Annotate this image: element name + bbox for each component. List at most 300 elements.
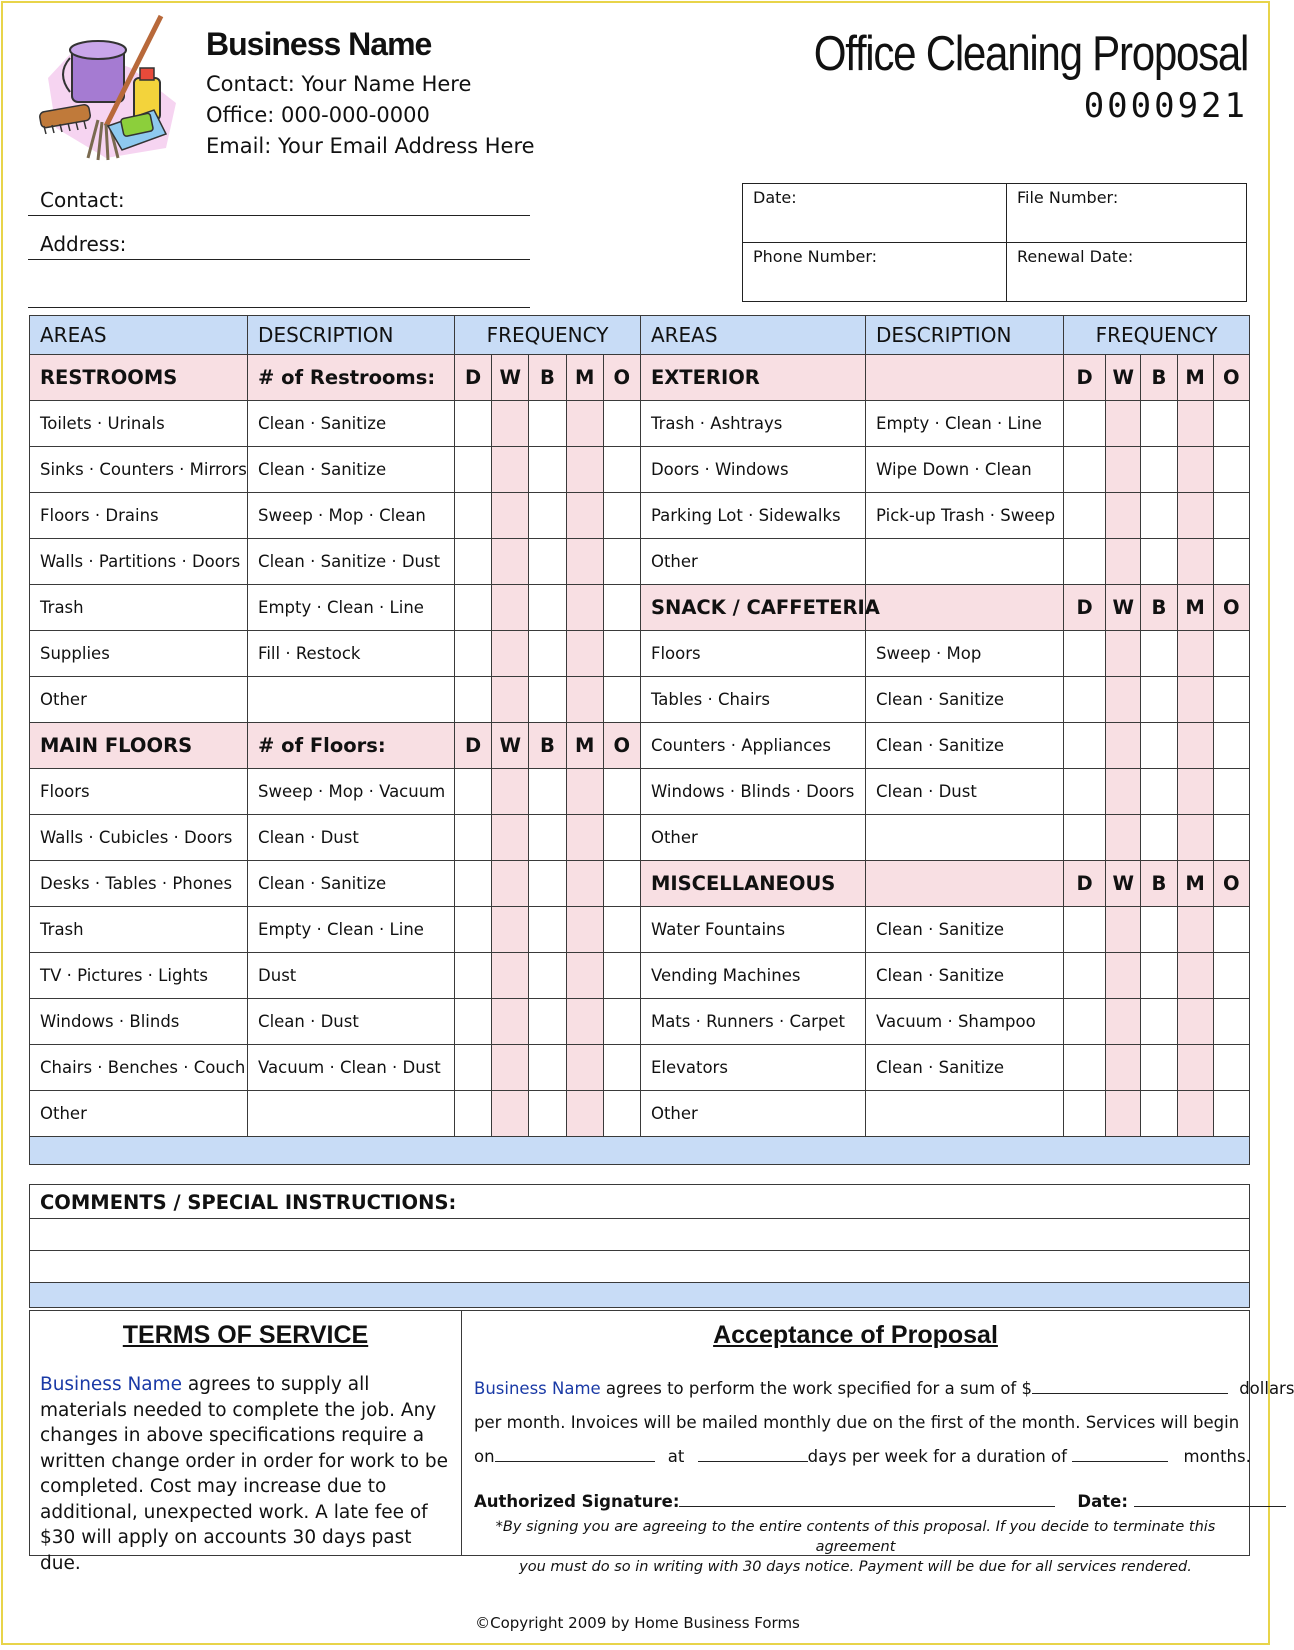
table-row [30, 355, 1250, 401]
left-freq-checkbox-d[interactable] [455, 999, 492, 1045]
contact-field[interactable] [28, 188, 530, 216]
acceptance-line-2: per month. Invoices will be mailed monthly due on the first of the month. Services will begin [474, 1413, 1240, 1432]
right-freq-checkbox-b[interactable] [1141, 1091, 1177, 1137]
right-freq-checkbox-b[interactable] [1141, 539, 1177, 585]
table-row [30, 631, 1250, 677]
right-freq-checkbox-o[interactable] [1213, 1091, 1249, 1137]
renewal-date-field[interactable] [1007, 243, 1246, 301]
right-freq-checkbox-d[interactable] [1063, 493, 1105, 539]
acceptance-text-1b: dollars [1233, 1379, 1294, 1398]
acceptance-business-name: Business Name [474, 1379, 601, 1398]
right-freq-checkbox-b[interactable] [1141, 723, 1177, 769]
left-freq-checkbox-d[interactable] [455, 539, 492, 585]
address-line-2[interactable] [28, 280, 530, 308]
left-freq-checkbox-o[interactable] [603, 631, 640, 677]
cleaning-supplies-icon [36, 8, 186, 168]
file-number-label: File Number: [1017, 188, 1119, 207]
comments-title: COMMENTS / SPECIAL INSTRUCTIONS: [30, 1185, 1249, 1219]
right-freq-checkbox-d[interactable] [1063, 631, 1105, 677]
right-freq-checkbox-o[interactable] [1213, 999, 1249, 1045]
right-freq-letter-d: D [1063, 585, 1105, 631]
left-freq-letter-d: D [455, 355, 492, 401]
left-freq-checkbox-o[interactable] [603, 953, 640, 999]
right-freq-checkbox-m[interactable] [1177, 401, 1213, 447]
left-freq-checkbox-m[interactable] [566, 539, 603, 585]
left-freq-checkbox-m[interactable] [566, 861, 603, 907]
right-freq-checkbox-w[interactable] [1106, 401, 1141, 447]
left-freq-letter-o: O [603, 723, 640, 769]
right-freq-checkbox-o[interactable] [1213, 1045, 1249, 1091]
left-freq-checkbox-m[interactable] [566, 493, 603, 539]
table-row [30, 861, 1250, 907]
left-description-cell: Sweep · Mop · Vacuum [248, 769, 455, 815]
left-freq-checkbox-m[interactable] [566, 1045, 603, 1091]
right-area-cell: Elevators [640, 1045, 865, 1091]
right-area-cell: Windows · Blinds · Doors [640, 769, 865, 815]
left-freq-checkbox-b[interactable] [529, 1045, 566, 1091]
table-footer-cell [30, 1137, 1250, 1165]
right-freq-checkbox-d[interactable] [1063, 677, 1105, 723]
right-area-cell: Parking Lot · Sidewalks [640, 493, 865, 539]
right-area-cell: Doors · Windows [640, 447, 865, 493]
right-area-cell: Other [640, 539, 865, 585]
left-freq-checkbox-w[interactable] [492, 493, 529, 539]
left-freq-checkbox-w[interactable] [492, 907, 529, 953]
info-box [742, 183, 1247, 302]
left-freq-checkbox-w[interactable] [492, 585, 529, 631]
right-description-cell: Clean · Sanitize [866, 953, 1064, 999]
terms-body: agrees to supply all materials needed to complete the job. Any changes in above specifications require a written change order in order for work to be completed. Cost may increase due to additional, unexpected work. A late fee of $30 will apply on accounts 30 days past due. [40, 1374, 449, 1574]
address-field[interactable] [28, 232, 530, 260]
proposal-title-block [743, 26, 1248, 126]
left-freq-checkbox-m[interactable] [566, 769, 603, 815]
days-per-week-blank[interactable] [698, 1443, 808, 1462]
left-freq-checkbox-b[interactable] [529, 999, 566, 1045]
right-description-cell: Clean · Sanitize [866, 723, 1064, 769]
left-freq-checkbox-w[interactable] [492, 1045, 529, 1091]
contact-line: Contact: Your Name Here [206, 72, 472, 96]
left-description-cell: Dust [248, 953, 455, 999]
left-area-cell: Supplies [30, 631, 248, 677]
comments-footer-bar [30, 1283, 1249, 1307]
left-freq-checkbox-d[interactable] [455, 585, 492, 631]
left-freq-checkbox-m[interactable] [566, 907, 603, 953]
left-freq-checkbox-w[interactable] [492, 677, 529, 723]
right-freq-checkbox-m[interactable] [1177, 723, 1213, 769]
left-freq-checkbox-d[interactable] [455, 1045, 492, 1091]
acceptance-of-proposal [462, 1311, 1294, 1575]
copyright: ©Copyright 2009 by Home Business Forms [475, 1614, 800, 1632]
comments-line-2[interactable] [30, 1251, 1249, 1283]
right-freq-checkbox-o[interactable] [1213, 401, 1249, 447]
proposal-number: 0000921 [1083, 86, 1248, 126]
left-frequency-header: FREQUENCY [455, 316, 641, 355]
right-freq-checkbox-o[interactable] [1213, 907, 1249, 953]
left-description-cell: Clean · Sanitize [248, 401, 455, 447]
right-freq-checkbox-b[interactable] [1141, 447, 1177, 493]
left-area-cell: TV · Pictures · Lights [30, 953, 248, 999]
left-freq-checkbox-m[interactable] [566, 447, 603, 493]
terms-title: TERMS OF SERVICE [122, 1321, 369, 1349]
left-section-count: # of Floors: [248, 723, 455, 769]
right-freq-checkbox-d[interactable] [1063, 1091, 1105, 1137]
right-freq-checkbox-o[interactable] [1213, 539, 1249, 585]
right-description-cell: Sweep · Mop [866, 631, 1064, 677]
right-freq-checkbox-o[interactable] [1213, 723, 1249, 769]
date-label: Date: [753, 188, 797, 207]
left-area-cell: Trash [30, 907, 248, 953]
left-freq-checkbox-b[interactable] [529, 861, 566, 907]
left-area-cell: Other [30, 677, 248, 723]
right-section-count [866, 585, 1064, 631]
left-freq-checkbox-d[interactable] [455, 1091, 492, 1137]
right-freq-letter-m: M [1177, 585, 1213, 631]
left-description-cell [248, 677, 455, 723]
left-freq-checkbox-m[interactable] [566, 999, 603, 1045]
proposal-title: Office Cleaning Proposal [813, 27, 1248, 81]
right-freq-checkbox-b[interactable] [1141, 769, 1177, 815]
fine-print [474, 1517, 1237, 1577]
left-area-cell: Walls · Cubicles · Doors [30, 815, 248, 861]
right-description-cell: Clean · Dust [866, 769, 1064, 815]
left-freq-checkbox-b[interactable] [529, 907, 566, 953]
left-freq-checkbox-d[interactable] [455, 769, 492, 815]
left-freq-checkbox-d[interactable] [455, 677, 492, 723]
right-freq-checkbox-b[interactable] [1141, 631, 1177, 677]
left-area-cell: Sinks · Counters · Mirrors [30, 447, 248, 493]
table-footer-bar [30, 1137, 1250, 1165]
right-description-cell: Vacuum · Shampoo [866, 999, 1064, 1045]
left-description-cell: Clean · Sanitize [248, 861, 455, 907]
left-freq-checkbox-w[interactable] [492, 539, 529, 585]
right-freq-checkbox-b[interactable] [1141, 815, 1177, 861]
left-freq-checkbox-b[interactable] [529, 401, 566, 447]
right-freq-checkbox-o[interactable] [1213, 677, 1249, 723]
right-freq-checkbox-o[interactable] [1213, 953, 1249, 999]
right-area-cell: Vending Machines [640, 953, 865, 999]
file-number-field[interactable] [1007, 184, 1246, 243]
right-freq-letter-m: M [1177, 861, 1213, 907]
right-area-cell: Water Fountains [640, 907, 865, 953]
right-freq-checkbox-d[interactable] [1063, 815, 1105, 861]
left-area-cell: Walls · Partitions · Doors [30, 539, 248, 585]
right-freq-checkbox-d[interactable] [1063, 401, 1105, 447]
right-freq-checkbox-o[interactable] [1213, 631, 1249, 677]
right-freq-checkbox-m[interactable] [1177, 1045, 1213, 1091]
signature-date-blank[interactable] [1134, 1488, 1286, 1507]
services-table [29, 315, 1250, 1165]
left-freq-checkbox-b[interactable] [529, 815, 566, 861]
right-freq-checkbox-w[interactable] [1106, 953, 1141, 999]
left-freq-checkbox-o[interactable] [603, 1091, 640, 1137]
right-description-cell: Clean · Sanitize [866, 907, 1064, 953]
left-freq-checkbox-d[interactable] [455, 447, 492, 493]
right-freq-checkbox-w[interactable] [1106, 769, 1141, 815]
left-description-header: DESCRIPTION [248, 316, 455, 355]
left-freq-checkbox-d[interactable] [455, 815, 492, 861]
left-freq-checkbox-o[interactable] [603, 815, 640, 861]
right-section-title: MISCELLANEOUS [640, 861, 865, 907]
left-area-cell: Floors · Drains [30, 493, 248, 539]
left-freq-checkbox-m[interactable] [566, 401, 603, 447]
left-freq-checkbox-m[interactable] [566, 953, 603, 999]
left-freq-checkbox-w[interactable] [492, 999, 529, 1045]
left-freq-checkbox-w[interactable] [492, 631, 529, 677]
start-date-blank[interactable] [495, 1443, 655, 1462]
left-freq-checkbox-b[interactable] [529, 585, 566, 631]
left-freq-checkbox-b[interactable] [529, 677, 566, 723]
signature-blank[interactable] [679, 1488, 1055, 1507]
right-freq-checkbox-w[interactable] [1106, 493, 1141, 539]
left-description-cell: Clean · Dust [248, 999, 455, 1045]
business-info [206, 26, 535, 162]
left-freq-checkbox-w[interactable] [492, 769, 529, 815]
right-freq-checkbox-b[interactable] [1141, 401, 1177, 447]
right-area-cell: Trash · Ashtrays [640, 401, 865, 447]
left-freq-checkbox-d[interactable] [455, 401, 492, 447]
left-freq-checkbox-b[interactable] [529, 953, 566, 999]
left-area-cell: Toilets · Urinals [30, 401, 248, 447]
table-header-row [30, 316, 1250, 355]
terms-business-name: Business Name [40, 1374, 183, 1395]
terms-of-service [30, 1311, 462, 1574]
left-freq-checkbox-w[interactable] [492, 1091, 529, 1137]
left-freq-checkbox-o[interactable] [603, 907, 640, 953]
right-freq-checkbox-w[interactable] [1106, 677, 1141, 723]
acceptance-text-3c: days per week for a duration of [807, 1447, 1073, 1466]
left-description-cell: Empty · Clean · Line [248, 585, 455, 631]
right-freq-checkbox-d[interactable] [1063, 1045, 1105, 1091]
left-freq-checkbox-o[interactable] [603, 585, 640, 631]
right-freq-checkbox-w[interactable] [1106, 907, 1141, 953]
left-freq-checkbox-o[interactable] [603, 447, 640, 493]
left-freq-checkbox-m[interactable] [566, 1091, 603, 1137]
left-freq-checkbox-b[interactable] [529, 539, 566, 585]
left-freq-checkbox-b[interactable] [529, 769, 566, 815]
left-area-cell: Other [30, 1091, 248, 1137]
left-freq-checkbox-d[interactable] [455, 631, 492, 677]
right-freq-checkbox-d[interactable] [1063, 447, 1105, 493]
left-freq-checkbox-o[interactable] [603, 677, 640, 723]
right-freq-checkbox-d[interactable] [1063, 999, 1105, 1045]
table-row [30, 539, 1250, 585]
left-description-cell: Clean · Sanitize [248, 447, 455, 493]
left-description-cell: Vacuum · Clean · Dust [248, 1045, 455, 1091]
left-freq-checkbox-w[interactable] [492, 401, 529, 447]
left-section-count: # of Restrooms: [248, 355, 455, 401]
left-freq-letter-w: W [492, 723, 529, 769]
left-freq-checkbox-o[interactable] [603, 493, 640, 539]
left-freq-checkbox-w[interactable] [492, 447, 529, 493]
left-freq-checkbox-m[interactable] [566, 677, 603, 723]
left-freq-checkbox-w[interactable] [492, 861, 529, 907]
phone-number-label: Phone Number: [753, 247, 878, 266]
left-freq-letter-d: D [455, 723, 492, 769]
signature-line [474, 1488, 1237, 1511]
left-freq-checkbox-b[interactable] [529, 1091, 566, 1137]
right-freq-checkbox-o[interactable] [1213, 447, 1249, 493]
right-freq-checkbox-m[interactable] [1177, 815, 1213, 861]
right-area-cell: Counters · Appliances [640, 723, 865, 769]
acceptance-line-3 [474, 1440, 1251, 1474]
left-freq-letter-m: M [566, 723, 603, 769]
left-description-cell: Empty · Clean · Line [248, 907, 455, 953]
right-freq-checkbox-b[interactable] [1141, 999, 1177, 1045]
right-freq-checkbox-m[interactable] [1177, 769, 1213, 815]
left-area-cell: Windows · Blinds [30, 999, 248, 1045]
right-freq-letter-d: D [1063, 355, 1105, 401]
table-row [30, 585, 1250, 631]
left-freq-letter-m: M [566, 355, 603, 401]
right-freq-letter-w: W [1106, 355, 1141, 401]
left-freq-letter-b: B [529, 723, 566, 769]
right-freq-checkbox-d[interactable] [1063, 769, 1105, 815]
right-freq-checkbox-b[interactable] [1141, 907, 1177, 953]
acceptance-title: Acceptance of Proposal [713, 1321, 998, 1349]
fine-print-1: *By signing you are agreeing to the entire contents of this proposal. If you decide to terminate this agreement [495, 1519, 1216, 1555]
right-freq-checkbox-d[interactable] [1063, 723, 1105, 769]
right-freq-checkbox-b[interactable] [1141, 1045, 1177, 1091]
acceptance-text-1a: agrees to perform the work specified for a sum of $ [600, 1379, 1032, 1398]
right-freq-checkbox-o[interactable] [1213, 493, 1249, 539]
acceptance-line-1 [474, 1372, 1294, 1406]
right-freq-letter-o: O [1213, 355, 1249, 401]
right-freq-checkbox-d[interactable] [1063, 907, 1105, 953]
right-freq-checkbox-w[interactable] [1106, 723, 1141, 769]
right-freq-checkbox-m[interactable] [1177, 999, 1213, 1045]
phone-number-field[interactable] [743, 243, 1007, 301]
left-freq-checkbox-w[interactable] [492, 953, 529, 999]
right-description-cell: Clean · Sanitize [866, 1045, 1064, 1091]
right-freq-checkbox-w[interactable] [1106, 1045, 1141, 1091]
acceptance-text-3d: months. [1178, 1447, 1251, 1466]
right-section-count [866, 861, 1064, 907]
left-area-cell: Chairs · Benches · Couch [30, 1045, 248, 1091]
table-row [30, 769, 1250, 815]
right-freq-checkbox-m[interactable] [1177, 677, 1213, 723]
left-description-cell [248, 1091, 455, 1137]
right-freq-checkbox-d[interactable] [1063, 953, 1105, 999]
right-area-cell: Other [640, 1091, 865, 1137]
left-freq-checkbox-m[interactable] [566, 631, 603, 677]
left-freq-checkbox-d[interactable] [455, 861, 492, 907]
table-row [30, 1045, 1250, 1091]
right-freq-checkbox-m[interactable] [1177, 539, 1213, 585]
left-freq-checkbox-w[interactable] [492, 815, 529, 861]
right-description-header: DESCRIPTION [866, 316, 1064, 355]
right-freq-checkbox-m[interactable] [1177, 907, 1213, 953]
right-description-cell [866, 539, 1064, 585]
table-row [30, 447, 1250, 493]
table-row [30, 723, 1250, 769]
right-freq-checkbox-w[interactable] [1106, 447, 1141, 493]
right-freq-checkbox-w[interactable] [1106, 815, 1141, 861]
right-area-cell: Floors [640, 631, 865, 677]
sum-blank[interactable] [1032, 1375, 1228, 1394]
right-freq-letter-w: W [1106, 861, 1141, 907]
comments-line-1[interactable] [30, 1219, 1249, 1251]
left-freq-checkbox-d[interactable] [455, 907, 492, 953]
right-areas-header: AREAS [640, 316, 865, 355]
right-freq-letter-d: D [1063, 861, 1105, 907]
right-freq-checkbox-b[interactable] [1141, 677, 1177, 723]
right-freq-checkbox-w[interactable] [1106, 631, 1141, 677]
acceptance-text-3a: on [474, 1447, 495, 1466]
right-freq-checkbox-w[interactable] [1106, 539, 1141, 585]
terms-text [40, 1372, 451, 1576]
right-freq-checkbox-m[interactable] [1177, 953, 1213, 999]
date-field[interactable] [743, 184, 1007, 243]
left-freq-checkbox-m[interactable] [566, 815, 603, 861]
right-section-title: SNACK / CAFFETERIA [640, 585, 865, 631]
left-description-cell: Sweep · Mop · Clean [248, 493, 455, 539]
right-freq-checkbox-m[interactable] [1177, 1091, 1213, 1137]
right-freq-checkbox-o[interactable] [1213, 769, 1249, 815]
right-area-cell: Other [640, 815, 865, 861]
left-area-cell: Desks · Tables · Phones [30, 861, 248, 907]
left-freq-checkbox-b[interactable] [529, 493, 566, 539]
right-freq-checkbox-b[interactable] [1141, 493, 1177, 539]
right-freq-checkbox-w[interactable] [1106, 1091, 1141, 1137]
left-freq-checkbox-o[interactable] [603, 769, 640, 815]
left-freq-checkbox-o[interactable] [603, 1045, 640, 1091]
business-name: Business Name [206, 26, 432, 62]
left-description-cell: Clean · Dust [248, 815, 455, 861]
left-freq-letter-w: W [492, 355, 529, 401]
right-freq-checkbox-b[interactable] [1141, 953, 1177, 999]
right-freq-letter-o: O [1213, 585, 1249, 631]
right-freq-checkbox-m[interactable] [1177, 447, 1213, 493]
left-freq-checkbox-m[interactable] [566, 585, 603, 631]
left-freq-checkbox-o[interactable] [603, 539, 640, 585]
address-label: Address: [40, 232, 127, 256]
left-freq-checkbox-b[interactable] [529, 447, 566, 493]
left-section-title: MAIN FLOORS [30, 723, 248, 769]
left-freq-letter-o: O [603, 355, 640, 401]
left-areas-header: AREAS [30, 316, 248, 355]
left-freq-checkbox-o[interactable] [603, 401, 640, 447]
fine-print-2: you must do so in writing with 30 days notice. Payment will be due for all services rendered. [519, 1559, 1192, 1575]
right-description-cell: Empty · Clean · Line [866, 401, 1064, 447]
table-row [30, 999, 1250, 1045]
left-description-cell: Clean · Sanitize · Dust [248, 539, 455, 585]
right-area-cell: Tables · Chairs [640, 677, 865, 723]
duration-blank[interactable] [1072, 1443, 1168, 1462]
office-line: Office: 000-000-0000 [206, 103, 430, 127]
right-freq-checkbox-o[interactable] [1213, 815, 1249, 861]
signature-date-label: Date: [1077, 1492, 1134, 1511]
left-freq-checkbox-o[interactable] [603, 861, 640, 907]
left-section-title: RESTROOMS [30, 355, 248, 401]
right-freq-checkbox-d[interactable] [1063, 539, 1105, 585]
left-freq-checkbox-d[interactable] [455, 493, 492, 539]
left-freq-checkbox-d[interactable] [455, 953, 492, 999]
right-section-count [866, 355, 1064, 401]
right-freq-letter-m: M [1177, 355, 1213, 401]
table-row [30, 401, 1250, 447]
right-section-title: EXTERIOR [640, 355, 865, 401]
right-freq-checkbox-w[interactable] [1106, 999, 1141, 1045]
right-description-cell: Clean · Sanitize [866, 677, 1064, 723]
table-row [30, 815, 1250, 861]
right-frequency-header: FREQUENCY [1063, 316, 1249, 355]
right-freq-checkbox-m[interactable] [1177, 631, 1213, 677]
right-freq-checkbox-m[interactable] [1177, 493, 1213, 539]
table-row [30, 493, 1250, 539]
left-freq-checkbox-b[interactable] [529, 631, 566, 677]
left-description-cell: Fill · Restock [248, 631, 455, 677]
left-freq-checkbox-o[interactable] [603, 999, 640, 1045]
